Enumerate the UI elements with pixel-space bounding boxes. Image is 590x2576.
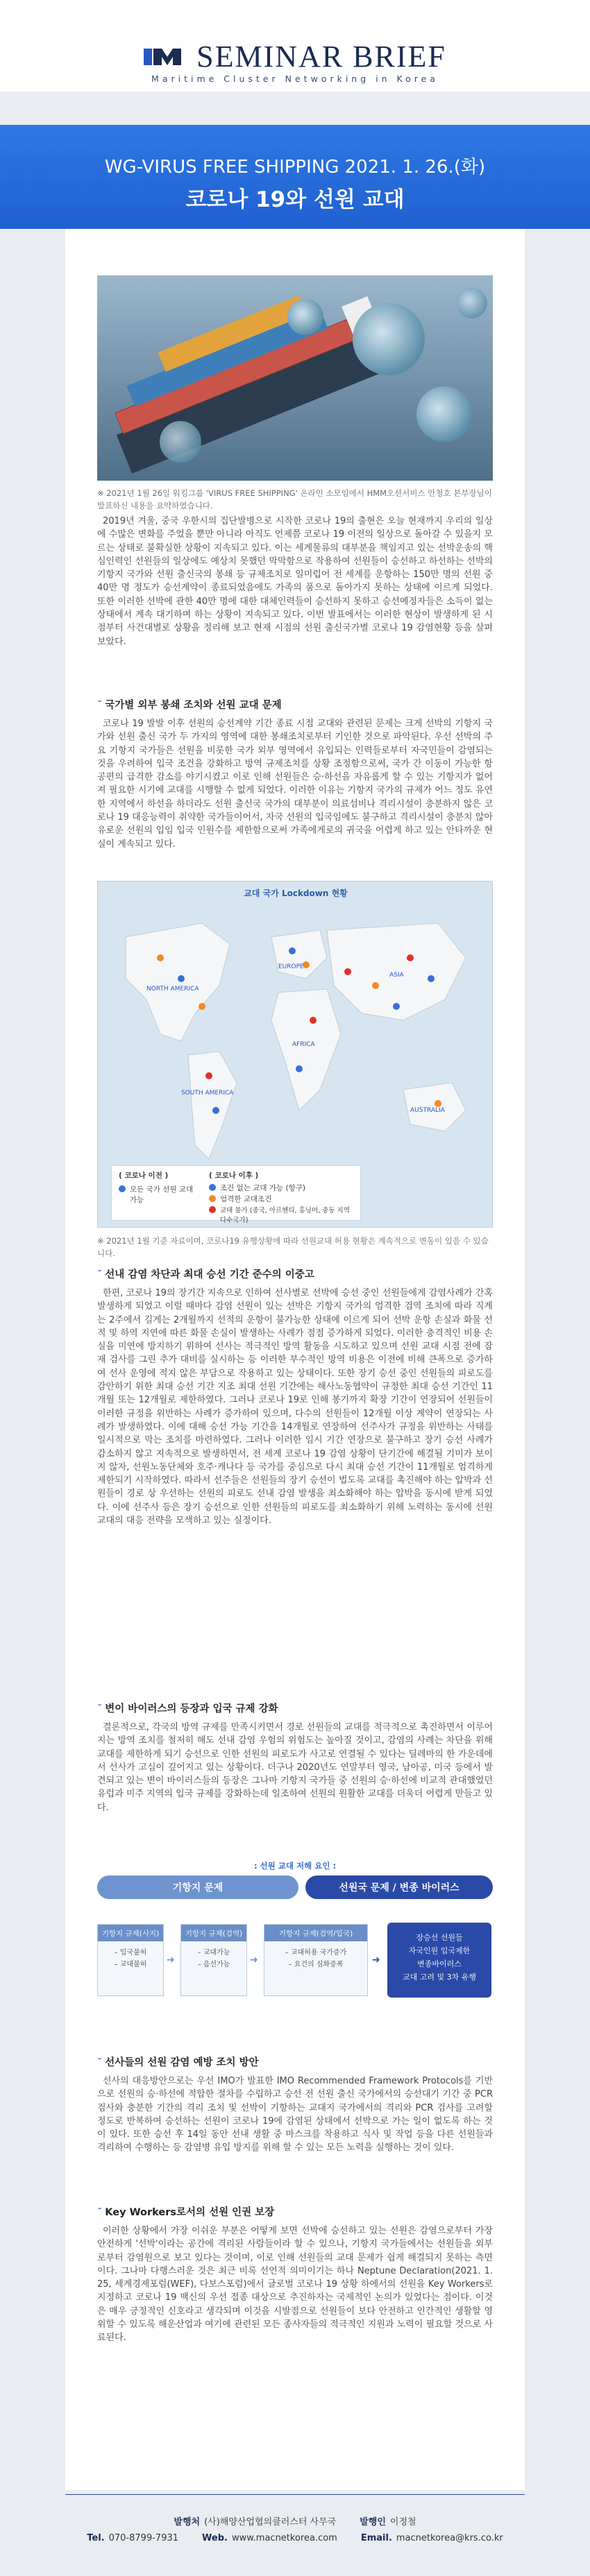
arrow-right-icon: ➜ <box>167 1955 175 1966</box>
section-mark-icon: ˘ <box>97 1269 103 1280</box>
section2-title-text: 선내 감염 차단과 최대 승선 기간 준수의 이중고 <box>105 1269 314 1280</box>
diagram-item-text: 교대불허 <box>119 1961 147 1968</box>
section5-text: 이러한 상황에서 가장 이쉬운 부분은 어떻게 보면 선박에 승선하고 있는 선원은 감염으로부터 가장 안전하게 '선박'이라는 공간에 격리된 사람들이라 할 수 있으나, 기항지 국가들에서는 선원들을 외부로부터 감염원으로 보고 있다는 것이며, 이로 인해 선원들의 교대 문제가 쉽게 해결되지 못하는 측면이다. 그나마 다행스러운 것은 최근 비록 선언적 의미이기는 하나 Neptune Declaration(2021. 1. 25, 세계경제포럼(WEF), 다보스포럼)에서 글로벌 코로나 19 상황 하에서의 선원을 Key Workers로 지정하고 코로나 19 백신의 우선 접종 대상으로 추진하자는 국제적인 논의가 있었다는 점이다. 이것은 매우 긍정적인 신호라고 생각되며 이것을 시발점으로 선원들이 보다 안전하고 인간적인 생활할 영위할 수 있도록 해운산업과 여기에 관련된 모든 종사자들의 적극적인 지원과 노력이 필요할 것으로 사료된다. <box>97 2226 493 2344</box>
footer-publisher-row <box>0 2514 590 2527</box>
section2-title <box>97 1266 493 1281</box>
section3-title-text: 변이 바이러스의 등장과 입국 규제 강화 <box>105 1703 278 1715</box>
diagram-column-2-body <box>181 1941 246 1976</box>
banner-event-line: WG-VIRUS FREE SHIPPING 2021. 1. 26.(화) <box>104 157 486 178</box>
diagram-title-text: 선원 교대 저해 요인 <box>260 1861 330 1871</box>
section3-text: 결론적으로, 각국의 방역 규제를 만족시키면서 경로 선원들의 교대를 적극적으로 촉진하면서 이루어지는 방역 조치를 철저히 해도 선내 감염 우험의 위험도는 높아질 것이고, 감염의 사례는 차단을 위해 교대를 제한하게 되기 승선으로 인한 선원의 피로도가 사고로 연결될 수 있다는 딜레마의 한 가운데에서 선사가 고심이 깊어지고 있는 상황이다. 더구나 2020년도 연말부터 영국, 남아공, 미국 등에서 발견되고 있는 변이 바이러스들의 등장은 그나마 기항지 국가들 중 선원의 승·하선에 비교적 관대했었던 유럽과 미주 지역의 입국 규제를 강화하는데 일조하여 선원의 원활한 교대를 더욱더 어렵게 만들고 있다. <box>97 1722 493 1813</box>
diagram-column-1-item: – 입국불허 <box>114 1949 147 1957</box>
diagram-column-2-item: – 음선가능 <box>197 1961 230 1968</box>
diagram-result-line: 교대 고려 및 3차 유행 <box>403 1973 476 1982</box>
footer-publisher-label: 발행처 <box>174 2517 201 2527</box>
footer-web-link[interactable]: www.macnetkorea.com <box>231 2533 337 2543</box>
diagram-left-head: 기항지 문제 <box>97 1875 298 1899</box>
diagram-item-text: 음선가능 <box>203 1961 230 1968</box>
map-caption: ※ 2021년 1월 기준 자료이며, 코로나19 유행상황에 따라 선원교대 허용 현황은 계속적으로 변동이 있을 수 있습니다. <box>97 1236 489 1258</box>
section3-title <box>97 1701 493 1715</box>
section1-title <box>97 697 493 712</box>
diagram-result-box <box>387 1923 491 1998</box>
section-mark-icon: ˘ <box>97 700 103 711</box>
diagram-column-1 <box>97 1924 164 1996</box>
legend-before-text: 모든 국가 선원 교대가능 <box>130 1185 194 1204</box>
diagram-column-3-item: – 요건의 심화증폭 <box>288 1961 344 1968</box>
footer-email-label: Email. <box>360 2533 392 2543</box>
pin-blue-icon <box>209 1184 216 1191</box>
brand-subtitle: Maritime Cluster Networking in Korea <box>151 74 439 84</box>
section4-title <box>97 2054 493 2069</box>
map-legend <box>111 1165 361 1224</box>
diagram-item-text: 교대허용 국가증가 <box>290 1949 347 1957</box>
footer-publisher: (사)해양산업협의클러스터 사무국 <box>204 2517 337 2527</box>
legend-before-title-text: 코로나 이전 <box>124 1171 162 1180</box>
section4-body <box>97 2075 493 2155</box>
diagram-column-1-head: 기항지 규제(사지) <box>98 1925 163 1941</box>
region-south-america: SOUTH AMERICA <box>181 1090 234 1097</box>
section1-body <box>97 717 493 851</box>
section1-title-text: 국가별 외부 봉쇄 조치와 선원 교대 문제 <box>105 700 282 711</box>
section5-title-text: Key Workers로서의 선원 인권 보장 <box>105 2207 275 2218</box>
arrow-right-icon: ➜ <box>250 1955 258 1966</box>
diagram-column-3-body <box>264 1941 367 1976</box>
seafarer-change-diagram <box>97 1860 493 2007</box>
footer <box>0 2490 590 2576</box>
footer-divider <box>65 2494 525 2495</box>
legend-after-item-2 <box>209 1194 271 1204</box>
legend-before-item <box>119 1184 195 1205</box>
section5-title <box>97 2204 493 2219</box>
pin-red-icon <box>209 1206 216 1213</box>
legend-after-text-2: 엄격한 교대조건 <box>220 1195 272 1203</box>
intro-text: 2019년 겨울, 중국 우한시의 집단발병으로 시작한 코로나 19의 출현은 오늘 현재까지 우리의 일상에 수많은 변화를 주었을 뿐만 아니라 아직도 언제쯤 코로나 19 이전의 일상으로 돌아갈 수 있을지 모르는 상태로 불확실한 상황이 지속되고 있다. 이는 세계물류의 대부분을 책임지고 있는 선박운송의 핵심인력인 선원들의 일상에도 예상치 못했던 막막함으로 작용하여 선원들이 승선하고 하선하는 선박의 기항지 국가와 선원 출신국의 봉쇄 등 규제조치로 일미럽어 전 세계를 운항하는 150만 명의 선원 중 40만 명 정도가 승선계약이 종료되었음에도 가족의 품으로 돌아가지 못하는 상태에 이르게 되었다. 또한 이러한 선박에 관한 40만 명에 대한 대체인력들이 승선하지 못하고 승선예정자들은 소득이 없는 상태에서 계속 대기하며 하는 상황이 지속되고 있다. 이번 발표에서는 이러한 현상이 발생하게 된 시점부터 사건대별로 상황을 정리해 보고 현재 시점의 선원 출신국가별 코로나 19 감염현황 등을 살펴보았다. <box>97 516 493 647</box>
hero-image <box>97 275 493 481</box>
section4-title-text: 선사들의 선원 감염 예방 조치 방안 <box>105 2057 259 2068</box>
diagram-column-1-body <box>98 1941 163 1976</box>
region-europe: EUROPE <box>278 963 304 970</box>
footer-email-link[interactable]: macnetkorea@krs.co.kr <box>396 2533 503 2543</box>
diagram-result-line: 자국인원 입국제한 <box>408 1946 471 1955</box>
legend-after-text-1: 조건 없는 교대 가능 (항구) <box>220 1184 305 1192</box>
section-mark-icon: ˘ <box>97 2207 103 2218</box>
diagram-column-3-head: 기항지 규제(검역/입국) <box>264 1925 367 1941</box>
diagram-column-3 <box>264 1924 368 1996</box>
diagram-item-text: 교대가능 <box>203 1949 230 1957</box>
intro-paragraph <box>97 515 493 649</box>
region-australia: AUSTRALIA <box>410 1107 445 1114</box>
arrow-right-icon: ➜ <box>372 1955 380 1966</box>
section1-text: 코로나 19 발발 이후 선원의 승선계약 기간 종료 시점 교대와 관련된 문제는 크게 선박의 기항지 국가와 선원 출신 국가 두 가지의 영역에 대한 봉쇄조치로부터 기인한 것으로 파악된다. 우선 선박의 주요 기항지 국가들은 선원을 비롯한 국가 외부 영역에서 유입되는 인력들로부터 자국민들이 감염되는 것을 우려하여 입국 조건을 강화하고 방역 규제조치를 상황 조정함으로써, 국가 간 이동이 가능한 항공편의 급격한 감소를 야기시켰고 이로 인해 선원들은 승·하선을 자유롭게 할 수 있는 기항지가 없어져 필요한 시기에 교대를 시행할 수 없게 되었다. 이러한 이유는 기항지 국가의 규제가 어느 정도 유연한 지역에서 하선을 하더라도 선원 출신국 국가의 대부분이 의료섬비나 격리시설이 충분하지 않은 코로나 19 대응능력이 취약한 국가들이어서, 자국 선원의 입국임에도 불구하고 격리시설이 충분치 않아 유로운 선원의 입임 입국 인원수를 제한함으로써 가족에게로의 귀국을 어렵게 하고 있는 안타까운 현실이 계속되고 있다. <box>97 719 493 850</box>
legend-after-item-3 <box>209 1205 358 1224</box>
diagram-column-3-item: – 교대허용 국가증가 <box>285 1949 347 1957</box>
section-mark-icon: ˘ <box>97 2057 103 2068</box>
diagram-column-2-head: 기항지 규제(검역) <box>181 1925 246 1941</box>
diagram-column-2 <box>180 1924 247 1996</box>
banner-title: 코로나 19와 선원 교대 <box>185 187 405 212</box>
section5-body <box>97 2224 493 2345</box>
footer-contact-row <box>0 2533 590 2543</box>
pin-orange-icon <box>209 1195 216 1202</box>
region-asia: ASIA <box>389 972 404 979</box>
region-north-america: NORTH AMERICA <box>146 986 199 993</box>
legend-after-title: ( 코로나 이후 ) <box>209 1171 259 1180</box>
hero-caption: ※ 2021년 1월 26일 워킹그룹 'VIRUS FREE SHIPPING' 온라인 소모임에서 HMM오션서비스 안청호 본부장님이 발표하신 내용을 요약하였습니다. <box>97 488 492 510</box>
diagram-item-text: 입국불허 <box>119 1949 147 1957</box>
legend-after-title-text: 코로나 이후 <box>214 1171 253 1180</box>
section2-text: 한편, 코로나 19의 장기간 지속으로 인하여 선사별로 선박에 승선 중인 선원들에게 감염사례가 간혹 발생하게 되었고 이럴 때마다 감염 선원이 있는 선박은 기항지 국가의 엄격한 검역 조치에 따라 직계는 2주에서 길게는 2개월까지 선적의 운항이 불가능한 상태에 이르게 되어 선박 운항 손실과 화물 선적 및 하역 지연에 따른 화물 손실이 발생하는 사례가 점점 증가하게 되었다. 이러한 충격적인 비용 손실을 미연에 방지하기 위하여 선사는 적극적인 방역 활동을 시도하고 있으며 선원 교대 시점 전에 잠재 검사를 그린 추가 대비를 실시하는 등 이러한 부수적인 방역 비용은 이전에 비해 큰폭으로 증가하여 선사 운영에 적지 않은 부담으로 작용하고 있는 상태이다. 또한 장기 승선 중인 선원들의 피로도를 감안하기 위한 최대 승선 기간 지조 최대 선원 기간에는 해사노동협약이 규정한 최대 승선 기간인 11개월 또는 12개월로 제한하였다. 그러나 코로나 19로 인해 봉기까지 확장 기간이 연장되어 선원들이 이러한 규정을 위반하는 사례가 증가하여 있으며, 다수의 선원들이 12개월 이상 계약이 연장되는 사례가 발생하였다. 이에 대해 승선 가능 기간을 14개월로 연장하여 선주사가 규정을 위반하는 사태를 일시적으로 막는 조치를 마련하였다. 그러나 이러한 임시 기간 연장으로 불구하고 장기 승선 사례가 감소하지 않고 지속적으로 발생하면서, 전 세계 코로나 19 감염 상황이 단기간에 해결될 기미가 보이지 않자, 선원노동단체와 호주·캐나다 등 국가를 중심으로 다시 최대 승선 기간이 11개월로 엄격하게 제한되기 시작하였다. 따라서 선주들은 선원들의 장기 승선이 법도록 교대를 촉진해야 하는 압박과 선원들이 경로 상 우선하는 선원의 피로도 선내 감염 발생을 최소화해야 하는 압박을 동시에 받게 되었다. 이에 선주사 등은 장기 승선으로 인한 선원들의 피로도를 최소화하기 위해 노력하는 동시에 선원 교대의 대응 전략을 모색하고 있는 실정이다. <box>97 1288 493 1527</box>
legend-before-title: ( 코로나 이전 ) <box>119 1171 169 1180</box>
legend-after-item-1 <box>209 1183 305 1193</box>
footer-tel-label: Tel. <box>87 2533 105 2543</box>
title-banner <box>0 125 590 229</box>
pin-blue-icon <box>119 1185 126 1192</box>
diagram-column-2-item: – 교대가능 <box>197 1949 230 1957</box>
section4-text: 선사의 대응방안으로는 우선 IMO가 발표한 IMO Recommended Framework Protocols를 기반으로 선원의 승·하선에 적합한 절차를 수립하고 승선 전 선원 출신 국가에서의 승선대기 기간 중 PCR 검사와 충분한 기간의 격리 조치 및 선박이 기항하는 교대지 국가에서의 격리와 PCR 검사를 고려할 정도로 반복하여 승선하는 선원이 코로나 19에 감염된 상태에서 선박으로 가는 일이 없도록 하는 것이 있다. 또한 승선 후 14일 동안 선내 생활 중 마스크를 착용하고 식사 및 작업 등을 다른 선원들과 격리하여 수행하는 등 감염병 유입 방지를 위해 할 수 있는 모든 노력을 실행하는 것이 있다. <box>97 2076 493 2154</box>
brand-title: SEMINAR BRIEF <box>196 40 446 74</box>
macnet-logo-icon <box>144 46 184 68</box>
legend-after-text-3: 교대 불가 (중국, 아르헨티, 홍닝머, 중동 지역 다수국가) <box>220 1207 350 1224</box>
diagram-column-1-item: – 교대불허 <box>114 1961 147 1968</box>
diagram-result-line: 장승선 선원들 <box>416 1933 463 1942</box>
region-africa: AFRICA <box>292 1041 315 1048</box>
diagram-title: : 선원 교대 저해 요인 : <box>253 1861 337 1871</box>
footer-web-label: Web. <box>202 2533 228 2543</box>
diagram-item-text: 요건의 심화증폭 <box>294 1961 344 1968</box>
brand-row <box>0 39 590 74</box>
brand-header <box>0 0 590 92</box>
diagram-result-line: 변종바이러스 <box>417 1959 462 1968</box>
section3-body <box>97 1721 493 1814</box>
map-title: 교대 국가 Lockdown 현황 <box>244 888 348 898</box>
footer-issuer: 이정철 <box>389 2517 416 2527</box>
footer-tel[interactable]: 070-8799-7931 <box>108 2533 179 2543</box>
section2-body <box>97 1287 493 1527</box>
footer-issuer-label: 발행인 <box>360 2517 386 2527</box>
diagram-right-head: 선원국 문제 / 변종 바이러스 <box>305 1875 493 1899</box>
section-mark-icon: ˘ <box>97 1703 103 1715</box>
